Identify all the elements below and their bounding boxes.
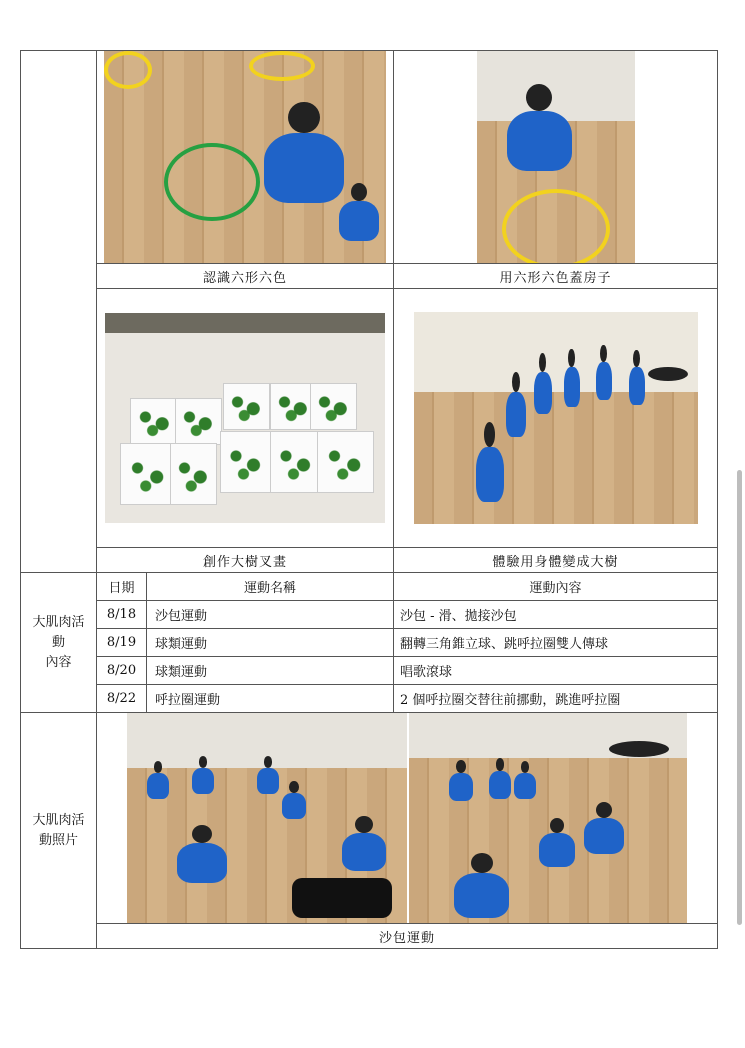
row-date: 8/20 [97, 657, 147, 685]
caption-build-house: 用六形六色蓋房子 [394, 264, 718, 289]
photo-build-house [394, 51, 718, 264]
row-activity-name: 球類運動 [147, 657, 394, 685]
row-activity-content: 2 個呼拉圈交替往前挪動，跳進呼拉圈 [394, 685, 718, 713]
row-date: 8/18 [97, 601, 147, 629]
table-row [21, 629, 718, 657]
caption-body-tree: 體驗用身體變成大樹 [394, 548, 718, 573]
header-activity-content: 運動內容 [394, 573, 718, 601]
photo-hexagon-shapes [97, 51, 394, 264]
scrollbar[interactable] [737, 470, 742, 925]
caption-recognize-shapes: 認識六形六色 [97, 264, 394, 289]
caption-tree-art: 創作大樹叉畫 [97, 548, 394, 573]
row-activity-content: 唱歌滾球 [394, 657, 718, 685]
activity-table [20, 50, 718, 949]
row-activity-name: 球類運動 [147, 629, 394, 657]
table-row [21, 601, 718, 629]
row-activity-content: 翻轉三角錐立球、跳呼拉圈雙人傳球 [394, 629, 718, 657]
row-activity-name: 呼拉圈運動 [147, 685, 394, 713]
header-activity-name: 運動名稱 [147, 573, 394, 601]
row-date: 8/19 [97, 629, 147, 657]
photo-body-tree [394, 289, 718, 548]
photo-sandbag-activity [97, 713, 718, 924]
row-date: 8/22 [97, 685, 147, 713]
blank-side-cell [21, 51, 97, 573]
table-row [21, 685, 718, 713]
photo-tree-art [97, 289, 394, 548]
header-date: 日期 [97, 573, 147, 601]
gross-motor-photos-label: 大肌肉活 動照片 [21, 713, 97, 949]
document-page [20, 50, 717, 949]
gross-motor-content-label: 大肌肉活 動 內容 [21, 573, 97, 713]
row-activity-name: 沙包運動 [147, 601, 394, 629]
table-row [21, 657, 718, 685]
caption-sandbag: 沙包運動 [97, 924, 718, 949]
row-activity-content: 沙包 - 滑、拋接沙包 [394, 601, 718, 629]
